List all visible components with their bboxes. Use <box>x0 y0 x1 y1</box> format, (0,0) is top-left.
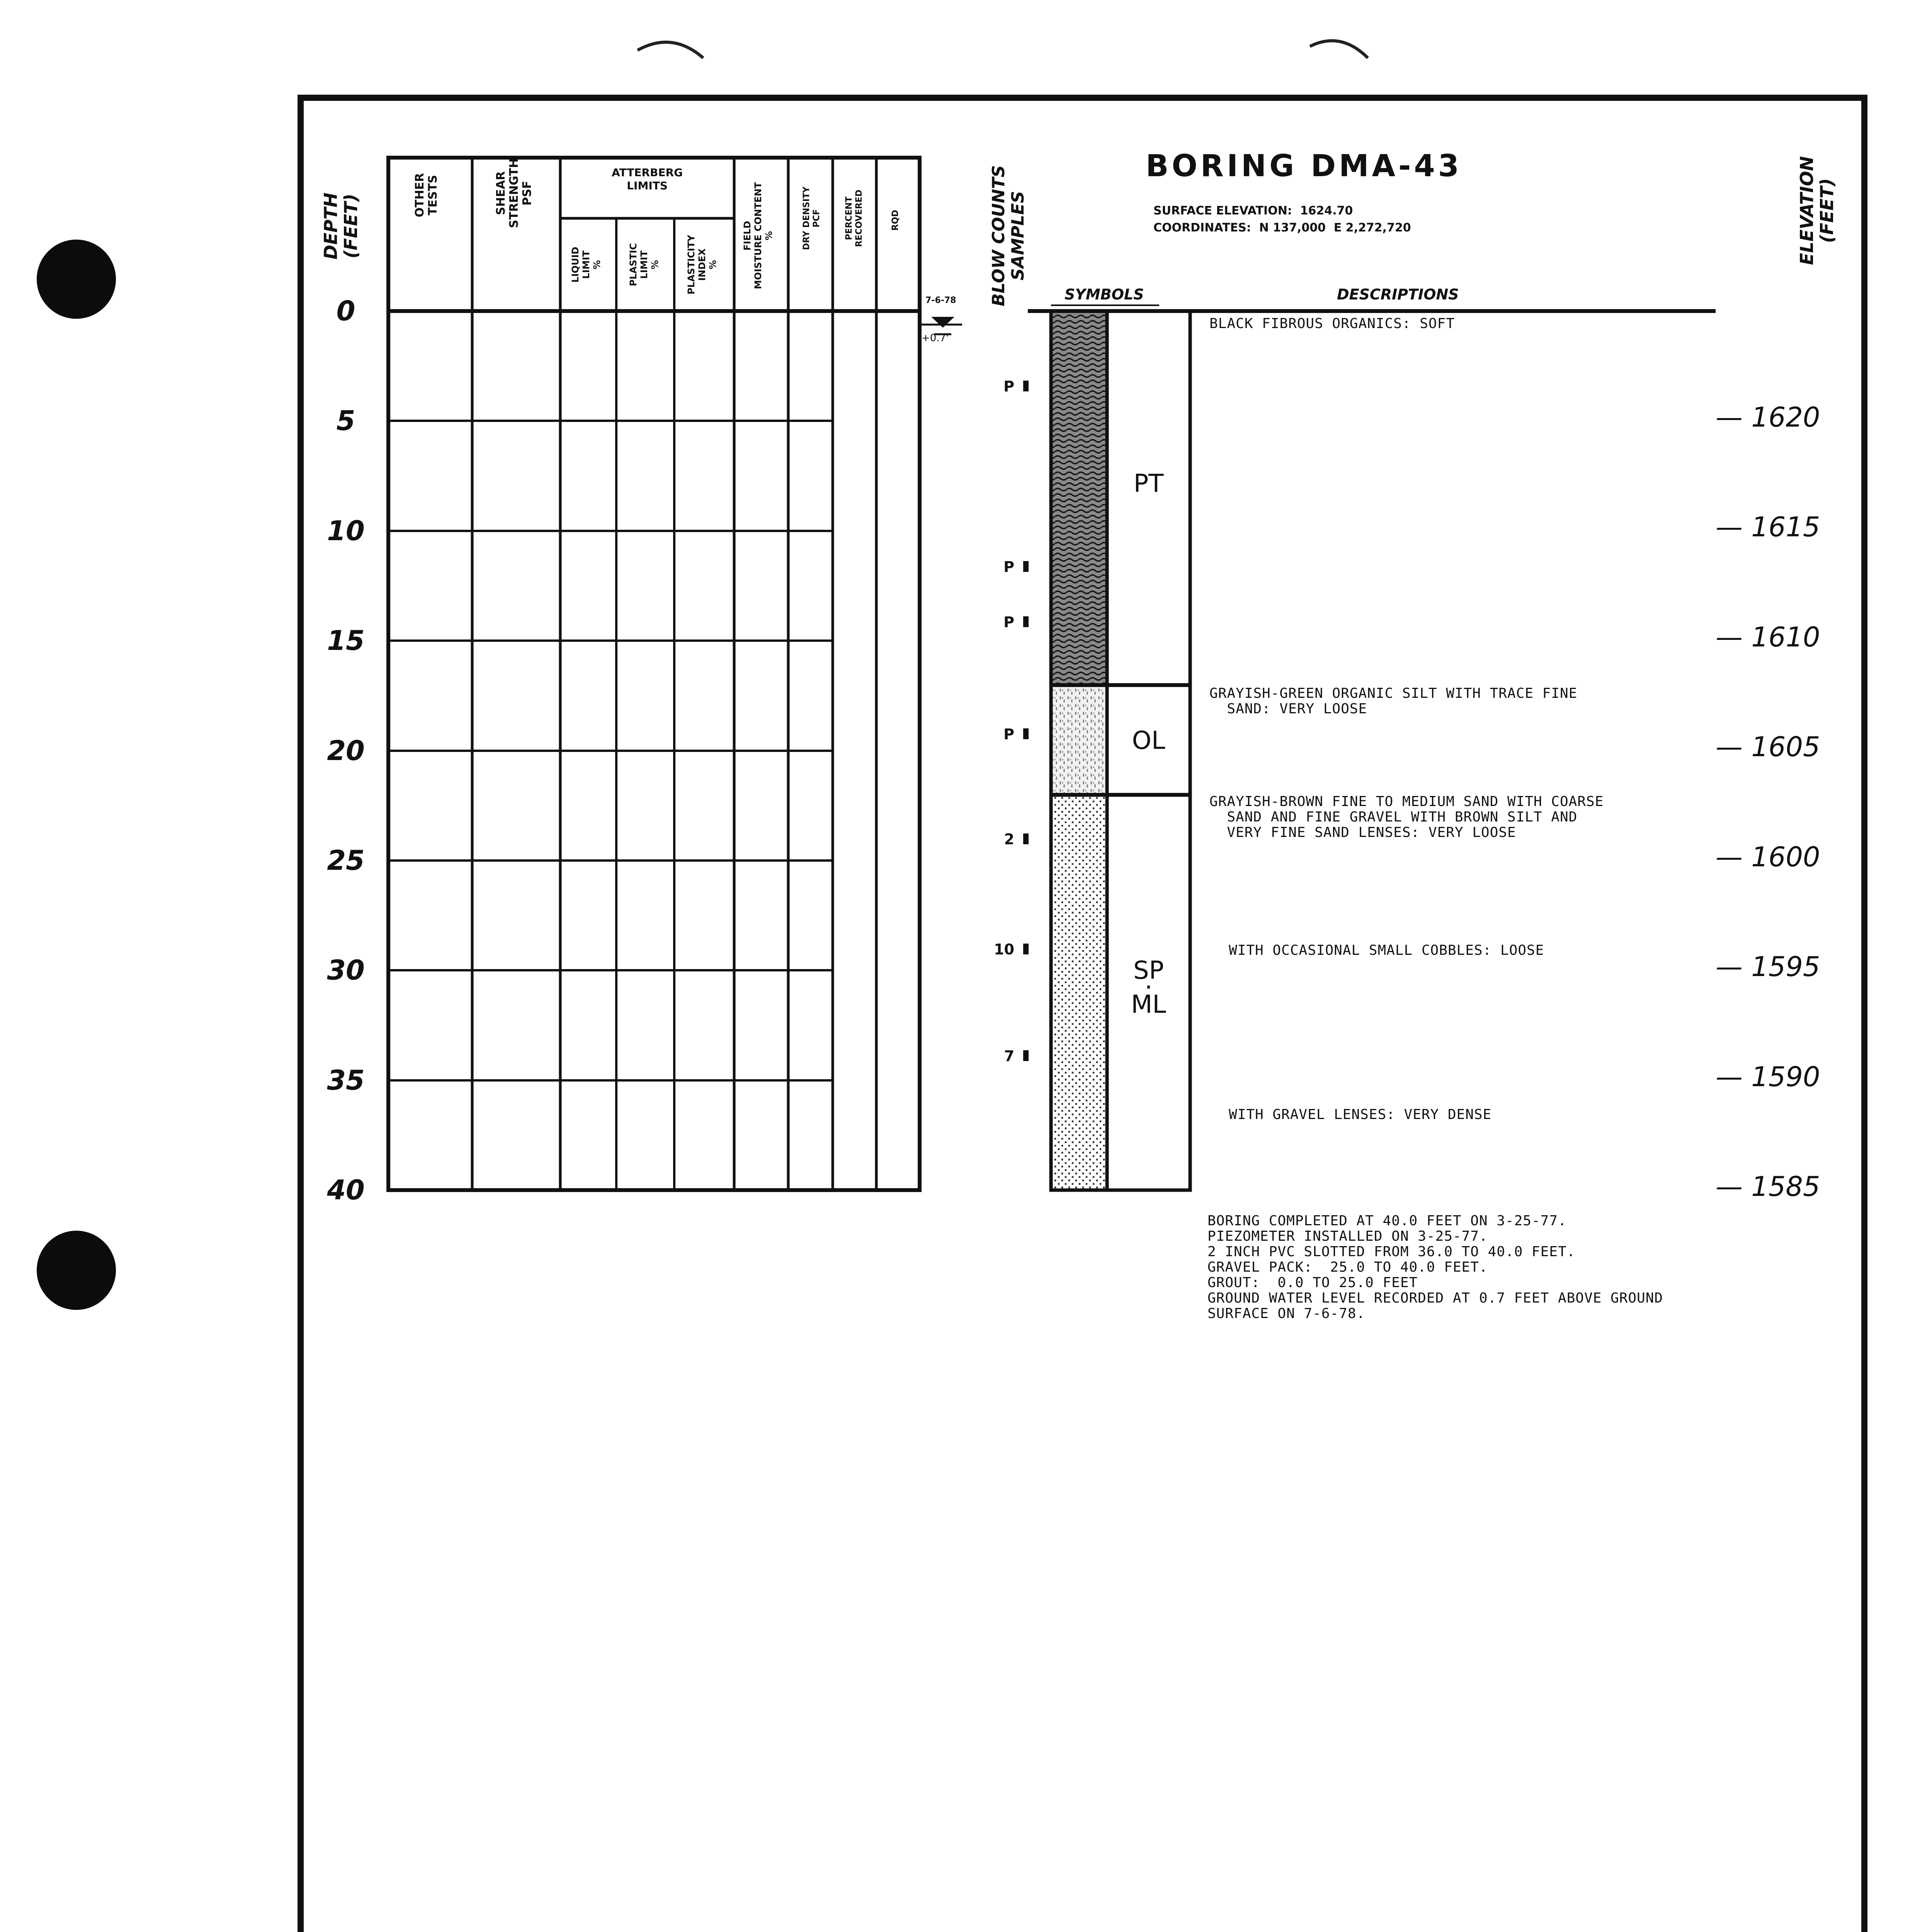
depth-tick: 5 <box>336 405 355 437</box>
stratum-symbol-pt: PT <box>1133 469 1164 498</box>
rqd-header: RQD <box>891 210 900 231</box>
coordinates: COORDINATES: N 137,000 E 2,272,720 <box>1153 221 1411 235</box>
water-level-date: 7-6-78 <box>925 296 956 305</box>
sample-label: P <box>1003 614 1014 631</box>
elevation-tick: — 1585 <box>1716 1171 1820 1202</box>
elevation-tick: — 1620 <box>1716 401 1820 433</box>
plasticity-index-header: PLASTICITY INDEX % <box>686 235 718 295</box>
description: GRAYISH-BROWN FINE TO MEDIUM SAND WITH COARSE SAND AND FINE GRAVEL WITH BROWN SILT AND VERY FINE SAND LENSES: VERY LOOSE <box>1209 794 1604 840</box>
boring-notes: BORING COMPLETED AT 40.0 FEET ON 3-25-77. PIEZOMETER INSTALLED ON 3-25-77. 2 INCH PVC SLOTTED FROM 36.0 TO 40.0 FEET. GRAVEL PACK: 25.0 TO 40.0 FEET. GROUT: 0.0 TO 25.0 FEET GROUND WATER LEVEL RECORDED AT 0.7 FEET ABOVE GROUND SURFACE ON 7-6-78. <box>1208 1213 1663 1321</box>
surface-elevation: SURFACE ELEVATION: 1624.70 <box>1153 204 1353 218</box>
water-level-reading: +0.7' <box>922 332 949 344</box>
sample-label: 7 <box>1004 1048 1014 1065</box>
depth-tick: 40 <box>327 1174 365 1206</box>
percent-recovered-header: PERCENT RECOVERED <box>844 189 864 247</box>
description: BLACK FIBROUS ORGANICS: SOFT <box>1209 316 1455 332</box>
plastic-limit-header: PLASTIC LIMIT % <box>628 243 660 286</box>
description: WITH GRAVEL LENSES: VERY DENSE <box>1229 1107 1492 1122</box>
blow-counts-header: BLOW COUNTS SAMPLES <box>989 165 1028 306</box>
sample-label: P <box>1003 558 1014 575</box>
elevation-tick: — 1595 <box>1716 951 1820 983</box>
depth-tick: 0 <box>336 295 355 327</box>
elevation-tick: — 1610 <box>1716 621 1820 653</box>
depth-tick: 20 <box>327 735 365 767</box>
shear-strength-header: SHEAR STRENGTH PSF <box>494 158 534 228</box>
depth-header: DEPTH (FEET) <box>320 192 361 260</box>
elevation-tick: — 1590 <box>1716 1061 1820 1093</box>
field-moisture-header: FIELD MOISTURE CONTENT % <box>742 182 774 289</box>
atterberg-limits-header: ATTERBERG LIMITS <box>611 166 683 192</box>
elevation-header: ELEVATION (FEET) <box>1796 156 1837 265</box>
description: WITH OCCASIONAL SMALL COBBLES: LOOSE <box>1229 942 1544 958</box>
boring-title: BORING DMA-43 <box>1146 149 1462 184</box>
elevation-tick: — 1605 <box>1716 731 1820 763</box>
stratum-symbol-sp-ml: SP · ML <box>1131 956 1166 1019</box>
description: GRAYISH-GREEN ORGANIC SILT WITH TRACE FINE SAND: VERY LOOSE <box>1209 685 1578 717</box>
symbols-header: SYMBOLS <box>1065 286 1144 303</box>
sample-label: P <box>1003 378 1014 395</box>
depth-tick: 25 <box>327 845 365 876</box>
sample-label: P <box>1003 726 1014 743</box>
depth-tick: 10 <box>327 515 365 547</box>
depth-tick: 35 <box>327 1065 365 1096</box>
elevation-tick: — 1615 <box>1716 511 1820 543</box>
sample-label: 10 <box>994 941 1014 958</box>
elevation-tick: — 1600 <box>1716 841 1820 873</box>
depth-tick: 30 <box>327 954 365 986</box>
dry-density-header: DRY DENSITY PCF <box>802 186 821 250</box>
depth-tick: 15 <box>327 625 365 656</box>
sample-label: 2 <box>1004 831 1014 848</box>
stratum-symbol-ol: OL <box>1132 726 1165 755</box>
other-tests-header: OTHER TESTS <box>413 173 440 218</box>
descriptions-header: DESCRIPTIONS <box>1337 286 1459 303</box>
liquid-limit-header: LIQUID LIMIT % <box>570 247 602 283</box>
